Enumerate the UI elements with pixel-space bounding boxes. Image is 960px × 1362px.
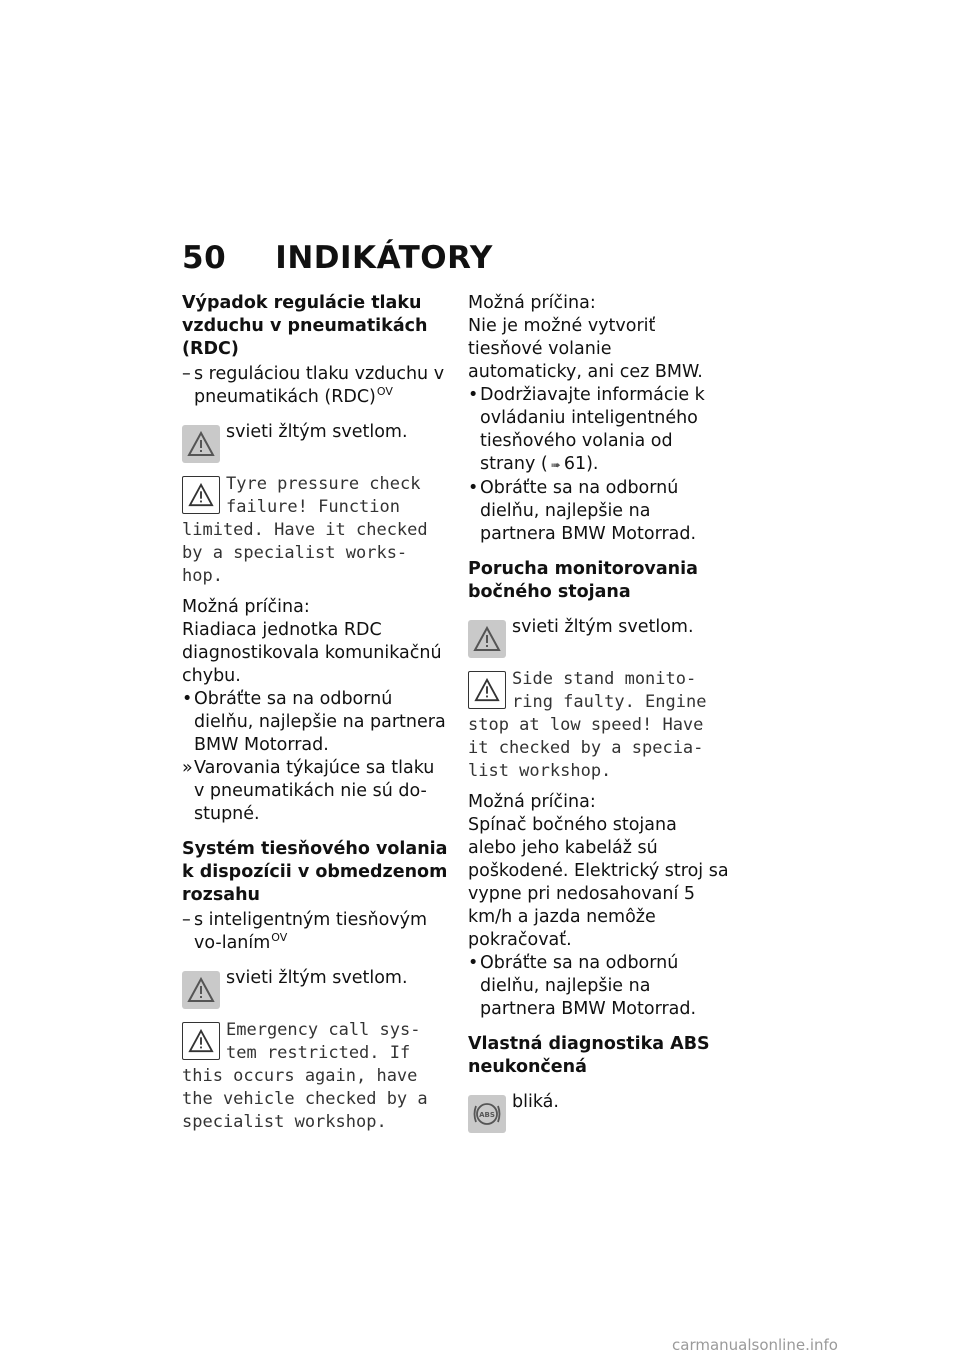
condition-item [182,363,450,409]
indicator-line [182,421,450,463]
cause-text: Riadiaca jednotka RDC diagnostikovala komunikačnú chybu. [182,620,442,686]
bullet-text: Dodržiavajte informácie k ovládaniu inteligentného tiesňového volania od strany [480,385,705,474]
indicator-text: bliká. [512,1092,559,1112]
bullet-item [468,477,730,546]
bullet-text: Obráťte sa na odbornú dielňu, najlepšie na partnera BMW Motorrad. [194,689,446,755]
warning-triangle-icon [468,620,506,658]
section-title-emergency: Systém tiesňového volania k dispozícii v obmedzenom rozsahu [182,839,448,905]
warning-triangle-icon [182,476,220,514]
display-message [468,668,730,783]
left-column [182,292,450,1142]
bullet-marker: • [468,953,479,973]
message-text-first: Side stand monito- ring faulty. Engine [512,669,707,712]
bullet-marker: • [468,385,479,405]
indicator-text: svieti žltým svetlom. [226,422,408,442]
condition-text: s reguláciou tlaku vzduchu v pneumatikách (RDC) [194,364,445,407]
condition-text: s inteligentným tiesňovým vo-laním [194,910,428,953]
warning-triangle-icon [182,971,220,1009]
bullet-marker: • [182,689,193,709]
dash-marker: – [182,910,191,930]
message-text-first: Tyre pressure check failure! Function [226,474,421,517]
option-sup: OV [271,931,288,945]
section-title-rdc: Výpadok regulácie tlaku vzduchu v pneumatikách (RDC) [182,293,428,359]
section-title-abs: Vlastná diagnostika ABS neukončená [468,1034,710,1077]
right-column [468,292,730,1143]
page-ref-arrow-icon: ➠ [550,458,561,472]
bullet-text: Obráťte sa na odbornú dielňu, najlepšie na partnera BMW Motorrad. [480,953,697,1019]
message-text-rest: stop at low speed! Have it checked by a specia- list workshop. [468,715,704,781]
display-message [182,1019,450,1134]
warning-triangle-icon [182,425,220,463]
bullet-item [182,688,450,757]
bullet-text: Obráťte sa na odbornú dielňu, najlepšie na partnera BMW Motorrad. [480,478,697,544]
indicator-text: svieti žltým svetlom. [512,617,694,637]
bullet-item [468,952,730,1021]
indicator-line [468,1091,730,1133]
cause-label: Možná príčina: [468,293,596,313]
cause-text: Spínač bočného stojana alebo jeho kabeláž sú poškodené. Elektrický stroj sa vypne pri nedosahovaní 5 km/h a jazda nemôže pokračovať. [468,815,729,950]
section-title-side-stand: Porucha monitorovania bočného stojana [468,559,698,602]
result-marker: » [182,758,193,778]
indicator-line [182,967,450,1009]
result-text: Varovania týkajúce sa tlaku v pneumatikách nie sú do-stupné. [194,758,435,824]
indicator-text: svieti žltým svetlom. [226,968,408,988]
cause-text: Nie je možné vytvoriť tiesňové volanie automaticky, ani cez BMW. [468,316,703,382]
condition-item [182,909,450,955]
message-text-first: Emergency call sys- tem restricted. If [226,1020,421,1063]
watermark: carmanualsonline.info [672,1336,838,1354]
bullet-item: • Dodržiavajte informácie k ovládaniu inteligentného tiesňového volania od strany ( ➠ 61). [468,384,730,477]
message-text-rest: limited. Have it checked by a specialist works- hop. [182,520,428,586]
option-sup: OV [376,385,393,399]
warning-triangle-icon [182,1022,220,1060]
result-item [182,757,450,826]
bullet-marker: • [468,478,479,498]
warning-triangle-icon [468,671,506,709]
display-message [182,473,450,588]
message-text-rest: this occurs again, have the vehicle checked by a specialist workshop. [182,1066,428,1132]
indicator-line [468,616,730,658]
abs-warning-icon [468,1095,506,1133]
page-ref[interactable]: 61 [563,454,587,474]
dash-marker: – [182,364,191,384]
cause-label: Možná príčina: [182,597,310,617]
svg-text:ABS: ABS [479,1111,495,1119]
cause-label: Možná príčina: [468,792,596,812]
page-header [182,240,493,276]
page-number: 50 [182,240,227,276]
page-title: INDIKÁTORY [275,240,493,276]
